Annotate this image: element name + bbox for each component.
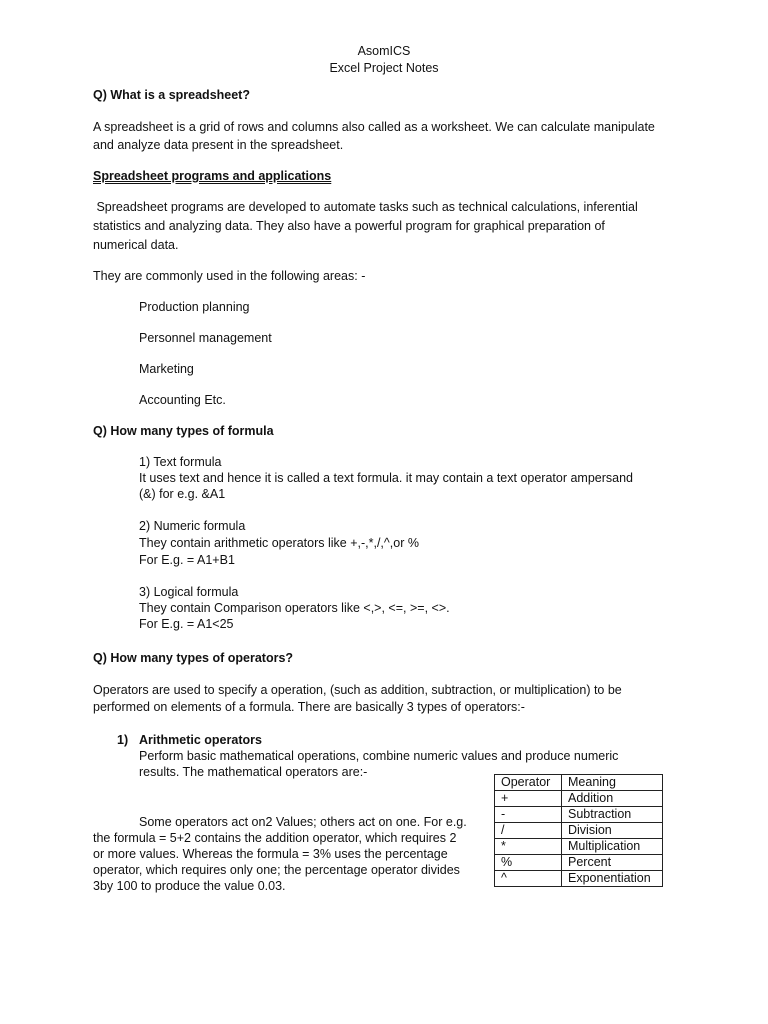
list-item: Marketing: [139, 362, 194, 376]
paragraph-line: 3by 100 to produce the value 0.03.: [93, 879, 286, 893]
table-cell: Subtraction: [562, 807, 663, 823]
table-header-row: [495, 775, 663, 791]
table-row: [495, 807, 663, 823]
operator-table: [494, 774, 663, 887]
list-item: Accounting Etc.: [139, 393, 226, 407]
table-row: [495, 791, 663, 807]
list-item: Production planning: [139, 300, 250, 314]
table-cell: +: [495, 791, 562, 807]
formula-title: 2) Numeric formula: [139, 519, 246, 533]
areas-intro: They are commonly used in the following areas: -: [93, 269, 366, 283]
paragraph-line: numerical data.: [93, 238, 179, 252]
paragraph-line: and analyze data present in the spreadsheet.: [93, 138, 344, 152]
table-cell: %: [495, 855, 562, 871]
question-heading: Q) What is a spreadsheet?: [93, 88, 250, 102]
paragraph-line: results. The mathematical operators are:-: [139, 765, 368, 779]
paragraph-line: operator, which requires only one; the percentage operator divides: [93, 863, 460, 877]
paragraph-line: Operators are used to specify a operation, (such as addition, subtraction, or multiplication) to be: [93, 683, 622, 697]
paragraph-line: statistics and analyzing data. They also have a powerful program for graphical preparation of: [93, 219, 605, 233]
formula-text: They contain Comparison operators like <,>, <=, >=, <>.: [139, 601, 450, 615]
table-header-cell: Meaning: [562, 775, 663, 791]
list-item: Personnel management: [139, 331, 272, 345]
table-cell: -: [495, 807, 562, 823]
formula-text: It uses text and hence it is called a text formula. it may contain a text operator ampersand: [139, 471, 634, 485]
subsection-heading: Arithmetic operators: [139, 733, 262, 747]
table-cell: Division: [562, 823, 663, 839]
table-row: [495, 823, 663, 839]
table-cell: ^: [495, 871, 562, 887]
paragraph-line: Spreadsheet programs are developed to automate tasks such as technical calculations, inferential: [93, 200, 638, 214]
formula-text: For E.g. = A1<25: [139, 617, 234, 631]
formula-title: 3) Logical formula: [139, 585, 239, 599]
formula-text: They contain arithmetic operators like +,-,*,/,^,or %: [139, 536, 419, 550]
header-title: AsomICS: [357, 44, 411, 58]
table-header-cell: Operator: [495, 775, 562, 791]
paragraph-line: Perform basic mathematical operations, combine numeric values and produce numeric: [139, 749, 619, 763]
header-subtitle: Excel Project Notes: [329, 61, 439, 75]
table-cell: *: [495, 839, 562, 855]
formula-text: For E.g. = A1+B1: [139, 553, 235, 567]
paragraph-line: performed on elements of a formula. There are basically 3 types of operators:-: [93, 700, 525, 714]
table-cell: /: [495, 823, 562, 839]
paragraph-line: A spreadsheet is a grid of rows and columns also called as a worksheet. We can calculate manipulate: [93, 120, 655, 134]
formula-text: (&) for e.g. &A1: [139, 487, 226, 501]
table-cell: Multiplication: [562, 839, 663, 855]
table-cell: Exponentiation: [562, 871, 663, 887]
table-row: [495, 839, 663, 855]
list-number: 1): [117, 733, 129, 747]
question-heading: Q) How many types of formula: [93, 424, 274, 438]
table-cell: Addition: [562, 791, 663, 807]
table-cell: Percent: [562, 855, 663, 871]
formula-title: 1) Text formula: [139, 455, 222, 469]
paragraph-line: the formula = 5+2 contains the addition operator, which requires 2: [93, 831, 457, 845]
paragraph-line: or more values. Whereas the formula = 3% uses the percentage: [93, 847, 448, 861]
section-heading: Spreadsheet programs and applications: [93, 169, 332, 183]
question-heading: Q) How many types of operators?: [93, 651, 294, 665]
paragraph-line: Some operators act on2 Values; others act on one. For e.g.: [139, 815, 467, 829]
table-row: [495, 855, 663, 871]
table-row: [495, 871, 663, 887]
